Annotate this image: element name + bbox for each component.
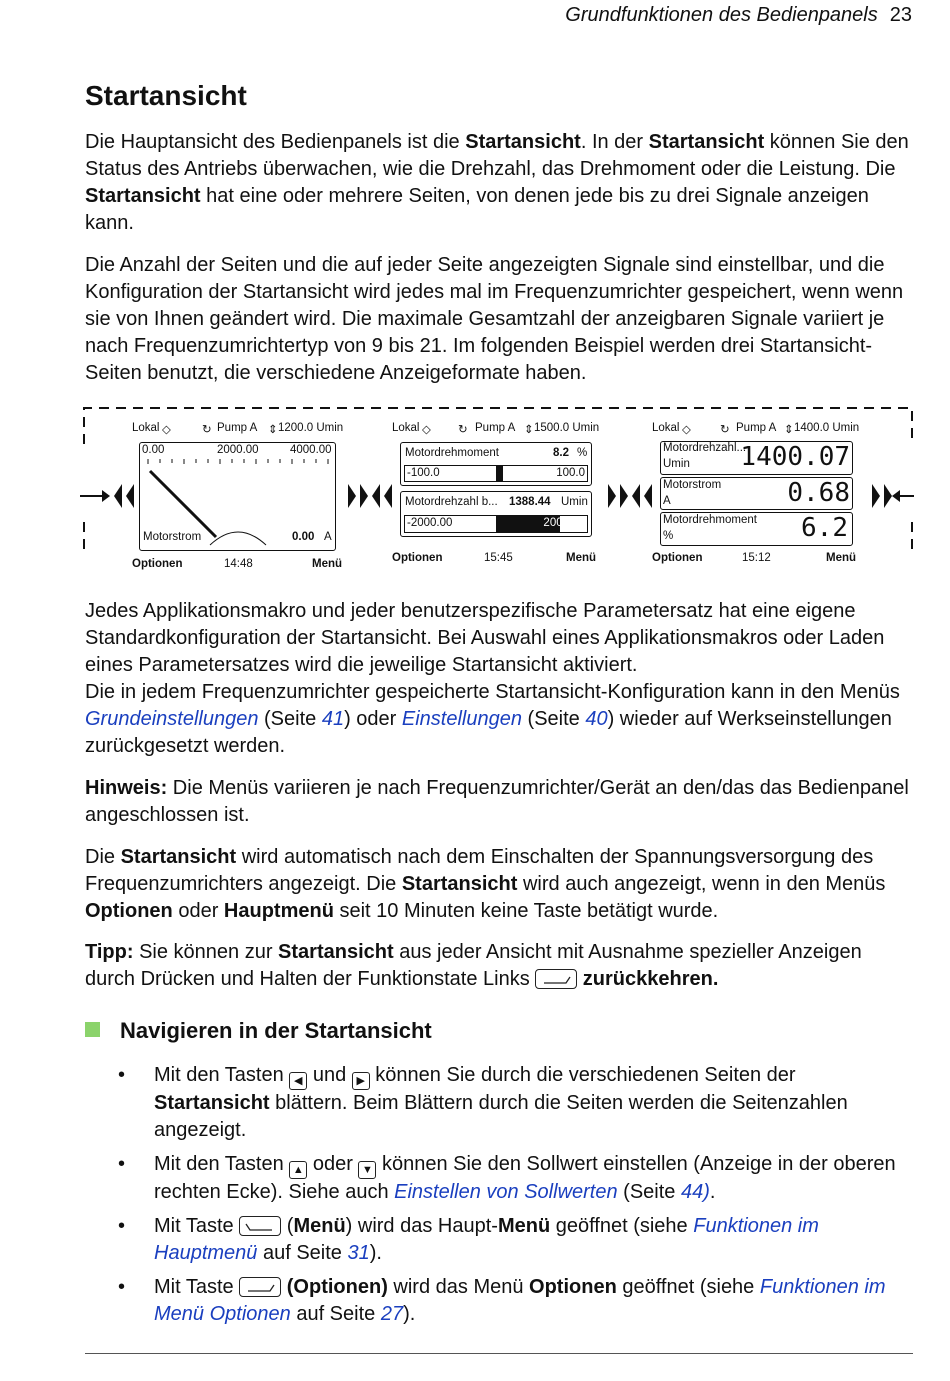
text: ) wird das Haupt-: [345, 1215, 498, 1237]
gauge-display: [139, 442, 336, 551]
text: .: [709, 1181, 716, 1203]
note-label: Hinweis:: [85, 777, 168, 799]
signal-box-2: [660, 477, 853, 510]
signal-name: Motordrehmoment: [663, 514, 757, 526]
panel-numeric: [650, 422, 863, 572]
bar-min: -100.0: [407, 467, 440, 479]
text: können Sie durch die verschiedenen Seiten der: [369, 1064, 796, 1086]
text: Die in jedem Frequenzumrichter gespeicherte Startansicht-Konfiguration kann in den Menüs: [85, 681, 900, 703]
config-paragraph: Die Anzahl der Seiten und die auf jeder Seite angezeigten Signale sind einstellbar, und die Konfiguration der Startansicht wird jedes mal im Frequenzumrichter gespeichert, wenn wenn sie von Ihnen geändert wird. Die maximale Gesamtzahl der anzeigbaren Signale variiert je nach Frequenzumrichtertyp von 9 bis 21. Im folgenden Beispiel werden drei Startansicht-Seiten benutzt, die verschiedene Anzeigeformate haben.: [85, 254, 904, 384]
panel-status-bar: [650, 422, 863, 436]
rotate-icon: ↻: [458, 424, 468, 436]
text: können Sie den Status des Antriebs überwachen, wie die Drehzahl, das Drehmoment oder die Leistung. Die: [85, 131, 909, 180]
signal-value: 1400.07: [740, 442, 850, 472]
mode-label: Lokal: [652, 422, 680, 434]
bold-term: Menü: [293, 1215, 346, 1237]
mode-label: Lokal: [392, 422, 420, 434]
updown-icon: ⇕: [784, 424, 794, 436]
text: oder: [172, 900, 224, 922]
right-softkey-icon: [239, 1216, 281, 1236]
header-title: Grundfunktionen des Bedienpanels: [565, 4, 878, 26]
page-link[interactable]: 31: [347, 1242, 370, 1264]
nav-right-icon: [608, 484, 628, 508]
note-paragraph: [85, 775, 915, 829]
mode-label: Lokal: [132, 422, 160, 434]
text: geöffnet (siehe: [616, 1276, 760, 1298]
drive-name: Pump A: [217, 422, 258, 434]
bullet-icon: •: [118, 1153, 126, 1175]
bold-term: Startansicht: [154, 1092, 270, 1114]
signal-unit: A: [324, 531, 332, 543]
bold-term: Startansicht: [648, 131, 765, 153]
rotate-icon: ↻: [202, 424, 212, 436]
options-softkey[interactable]: Optionen: [652, 552, 703, 564]
scale-mid: 2000.00: [217, 444, 259, 456]
signal-name: Motordrehmoment: [405, 447, 499, 459]
signal-box-3: [660, 512, 853, 546]
text: wird automatisch nach dem Einschalten der Spannungsversorgung des Frequenzumrichters angezeigt. Die: [85, 846, 874, 895]
panel-gauge: [130, 422, 343, 572]
bar-max: 2000.00: [543, 517, 585, 529]
menu-softkey[interactable]: Menü: [566, 552, 597, 564]
auto-display-paragraph: [85, 844, 915, 925]
signal-unit: Umin: [561, 496, 588, 508]
mode-icon: ◇: [422, 424, 431, 436]
rotate-icon: ↻: [720, 424, 730, 436]
bar-max: 100.0: [556, 467, 585, 479]
text: (Seite: [617, 1181, 681, 1203]
panel-softkey-bar: [130, 558, 343, 572]
page-link[interactable]: 27: [380, 1303, 404, 1325]
link-hauptmenue[interactable]: Funktionen im Hauptmenü: [154, 1215, 819, 1264]
signal-unit: %: [663, 530, 674, 542]
mode-icon: ◇: [162, 424, 171, 436]
text: seit 10 Minuten keine Taste betätigt wurde.: [333, 900, 719, 922]
signal-box-2: [400, 491, 592, 537]
panel-softkey-bar: [390, 552, 603, 566]
clock: 15:12: [742, 552, 771, 564]
text: Die Menüs variieren je nach Frequenzumrichter/Gerät an den/das das Bedienpanel angeschlossen ist.: [85, 777, 909, 826]
text: oder: [307, 1153, 359, 1175]
left-softkey-icon: [535, 969, 577, 989]
panel-status-bar: [390, 422, 603, 436]
list-item: [115, 1151, 915, 1206]
list-item: [115, 1213, 915, 1267]
text: wird das Menü: [387, 1276, 530, 1298]
page-link[interactable]: 41: [321, 708, 345, 730]
menu-softkey[interactable]: Menü: [826, 552, 857, 564]
bold-term: Startansicht: [278, 941, 394, 963]
section-title: Navigieren in der Startansicht: [120, 1018, 432, 1043]
signal-value: 1388.44: [509, 496, 551, 508]
options-softkey[interactable]: Optionen: [392, 552, 443, 564]
text: Mit den Tasten: [154, 1153, 290, 1175]
arrow-left-key-icon: ◀: [289, 1072, 307, 1090]
bar-graph-1: [404, 465, 588, 482]
mode-icon: ◇: [682, 424, 691, 436]
panel-softkey-bar: [650, 552, 863, 566]
reset-paragraph: [85, 679, 915, 760]
bold-term: zurückkehren.: [577, 968, 719, 990]
page-link[interactable]: 40: [585, 708, 608, 730]
nav-left-icon: [372, 484, 392, 508]
bold-term: (Optionen): [281, 1276, 388, 1298]
square-bullet-icon: [85, 1022, 100, 1037]
scale-max: 4000.00: [290, 444, 332, 456]
bullet-icon: •: [118, 1215, 126, 1237]
signal-value: 8.2: [553, 447, 569, 459]
bar-fill: [496, 466, 503, 481]
bold-term: Startansicht: [465, 131, 581, 153]
signal-name: Motorstrom: [143, 531, 202, 543]
navigation-list: [115, 1062, 915, 1335]
bold-term: Optionen: [85, 900, 173, 922]
panel-status-bar: [130, 422, 343, 436]
text: Die Hauptansicht des Bedienpanels ist die: [85, 131, 466, 153]
list-item: [115, 1274, 915, 1328]
scale-min: 0.00: [142, 444, 165, 456]
text: blättern. Beim Blättern durch die Seiten werden die Seitenzahlen angezeigt.: [154, 1092, 848, 1141]
page-title: Startansicht: [85, 80, 247, 111]
signal-box-1: [400, 442, 592, 486]
bold-term: Startansicht: [401, 873, 518, 895]
signal-value: 0.00: [292, 531, 315, 543]
arrow-left-icon: [892, 490, 914, 502]
clock: 15:45: [484, 552, 513, 564]
page-number: 23: [889, 4, 912, 26]
text: (Seite: [521, 708, 586, 730]
arrow-down-key-icon: ▼: [358, 1161, 376, 1179]
intro-paragraph: [85, 129, 915, 237]
link-einstellungen[interactable]: Einstellungen: [401, 708, 522, 730]
updown-icon: ⇕: [524, 424, 534, 436]
options-softkey[interactable]: Optionen: [132, 558, 183, 570]
bar-graph-2: [404, 515, 588, 533]
text: Sie können zur: [133, 941, 279, 963]
text: ).: [403, 1303, 416, 1325]
text: können Sie den Sollwert einstellen (Anzeige in der oberen rechten Ecke). Siehe auch: [154, 1153, 896, 1203]
bold-term: Hauptmenü: [223, 900, 334, 922]
signal-unit: %: [577, 447, 588, 459]
updown-icon: ⇕: [268, 424, 278, 436]
bar-min: -2000.00: [407, 517, 453, 529]
clock: 14:48: [224, 558, 253, 570]
text: und: [307, 1064, 352, 1086]
list-item: [115, 1062, 915, 1144]
arrow-right-icon: [80, 490, 110, 502]
bullet-icon: •: [118, 1064, 126, 1086]
text: Mit Taste: [154, 1215, 240, 1237]
signal-value: 0.68: [787, 478, 850, 508]
text: ) oder: [344, 708, 402, 730]
page-link[interactable]: 44): [680, 1181, 710, 1203]
signal-unit: Umin: [663, 458, 690, 470]
text: (Seite: [258, 708, 322, 730]
link-grundeinstellungen[interactable]: Grundeinstellungen: [85, 708, 259, 730]
nav-right-icon: [872, 484, 892, 508]
footer-rule: [85, 1353, 913, 1354]
text: ).: [369, 1242, 382, 1264]
bold-term: Menü: [497, 1215, 551, 1237]
signal-box-1: [660, 441, 853, 475]
bold-term: Startansicht: [85, 185, 201, 207]
reference-value: 1200.0 Umin: [278, 422, 344, 434]
section-heading: [85, 1018, 432, 1044]
startview-figure: [80, 404, 915, 574]
tip-paragraph: [85, 939, 915, 993]
panel-bars: [390, 422, 603, 572]
bullet-icon: •: [118, 1276, 126, 1298]
arrow-up-key-icon: ▲: [289, 1161, 307, 1179]
running-header: [565, 4, 912, 27]
text: . In der: [580, 131, 649, 153]
text: ) wieder auf Werkseinstellungen zurückgesetzt werden.: [85, 708, 892, 757]
nav-left-icon: [632, 484, 652, 508]
link-optionen[interactable]: Funktionen im Menü Optionen: [154, 1276, 886, 1325]
text: auf Seite: [257, 1242, 348, 1264]
nav-right-icon: [348, 484, 368, 508]
bold-term: Optionen: [529, 1276, 617, 1298]
arrow-right-key-icon: ▶: [352, 1072, 370, 1090]
text: Mit den Tasten: [154, 1064, 290, 1086]
signal-name: Motordrehzahl...: [663, 442, 747, 454]
signal-unit: A: [663, 495, 671, 507]
text: geöffnet (siehe: [550, 1215, 694, 1237]
bold-term: Startansicht: [120, 846, 237, 868]
signal-name: Motorstrom: [663, 479, 722, 491]
reference-value: 1400.0 Umin: [794, 422, 860, 434]
signal-value: 6.2: [801, 513, 848, 543]
left-softkey-icon: [239, 1277, 281, 1297]
drive-name: Pump A: [736, 422, 777, 434]
text: Die: [85, 846, 121, 868]
text: wird auch angezeigt, wenn in den Menüs: [517, 873, 886, 895]
text: hat eine oder mehrere Seiten, von denen jede bis zu drei Signale anzeigen kann.: [85, 185, 869, 234]
text: Mit Taste: [154, 1276, 240, 1298]
reference-value: 1500.0 Umin: [534, 422, 600, 434]
text: aus jeder Ansicht mit Ausnahme spezieller Anzeigen durch Drücken und Halten der Funktionstate Links: [85, 941, 862, 990]
signal-name: Motordrehzahl b...: [405, 496, 498, 508]
tip-label: Tipp:: [85, 941, 134, 963]
text: auf Seite: [290, 1303, 381, 1325]
link-sollwerte[interactable]: Einstellen von Sollwerten: [394, 1181, 618, 1203]
text: (: [281, 1215, 294, 1237]
drive-name: Pump A: [475, 422, 516, 434]
macro-paragraph: Jedes Applikationsmakro und jeder benutzerspezifische Parametersatz hat eine eigene Standardkonfiguration der Startansicht. Bei Auswahl eines Applikationsmakros oder Laden eines Parametersatzes wird die jeweilige Startansicht aktiviert.: [85, 600, 885, 676]
menu-softkey[interactable]: Menü: [312, 558, 343, 570]
